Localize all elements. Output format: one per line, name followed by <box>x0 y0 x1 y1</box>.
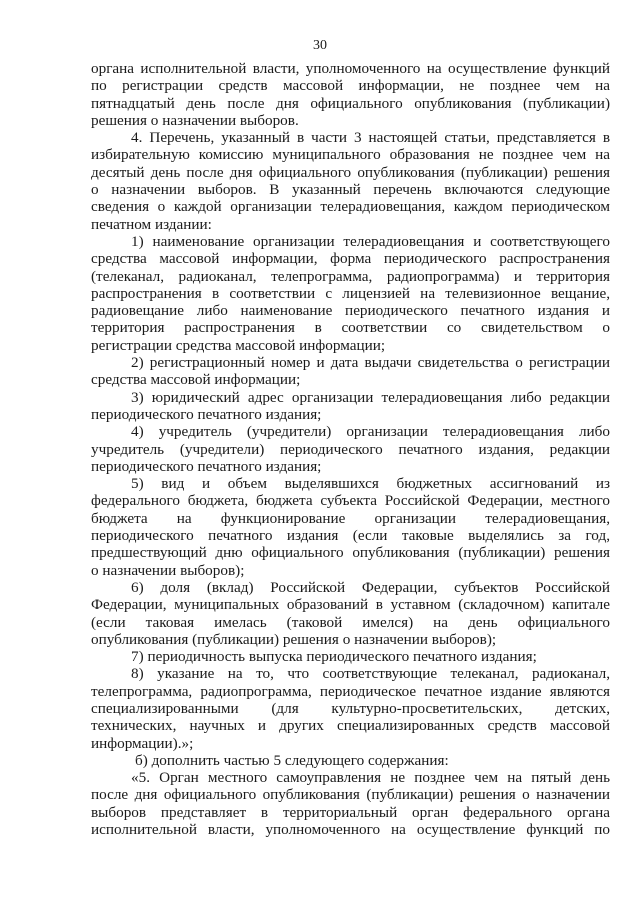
text-line: пятнадцатый день после дня официального опубликования (публикации) <box>91 94 610 112</box>
text-line: бюджета на функционирование организации телерадиовещания, <box>91 509 610 527</box>
text-line: предшествующий дню официального опубликования (публикации) решения <box>91 544 610 562</box>
text-line: после дня официального опубликования (публикации) решения о назначении <box>91 786 610 804</box>
text-line: 1) наименование организации телерадиовещания и соответствующего <box>131 232 610 250</box>
text-line: 6) доля (вклад) Российской Федерации, субъектов Российской <box>131 578 610 596</box>
text-line: 2) регистрационный номер и дата выдачи свидетельства о регистрации <box>131 354 610 372</box>
text-line: 4) учредитель (учредители) организации телерадиовещания либо <box>131 423 610 441</box>
text-line: исполнительной власти, уполномоченного на осуществление функций по <box>91 821 610 839</box>
text-line: выборов представляет в территориальный орган федерального органа <box>91 803 610 821</box>
text-line: регистрации средства массовой информации; <box>91 336 386 354</box>
text-line: специализированными (для культурно-просветительских, детских, <box>91 699 610 717</box>
text-line: 8) указание на то, что соответствующие телеканал, радиоканал, <box>131 665 610 683</box>
text-line: территория распространения в соответствии со свидетельством о <box>91 319 610 337</box>
text-line: периодического печатного издания (если таковые выделялись за год, <box>91 527 610 545</box>
text-line: средства массовой информации, форма периодического распространения <box>91 250 610 268</box>
text-line: (телеканал, радиоканал, телепрограмма, радиопрограмма) и территория <box>91 267 610 285</box>
text-line: радиовещание либо наименование периодического печатного издания и <box>91 302 610 320</box>
text-line: средства массовой информации; <box>91 371 301 389</box>
text-line: учредитель (учредители) периодического печатного издания, редакции <box>91 440 610 458</box>
text-line: опубликования (публикации) решения о назначении выборов); <box>91 630 497 648</box>
text-line: 7) периодичность выпуска периодического печатного издания; <box>131 648 537 666</box>
text-line: по регистрации средств массовой информации, не позднее чем на <box>91 77 610 95</box>
text-line: «5. Орган местного самоуправления не позднее чем на пятый день <box>131 769 610 787</box>
text-line: распространения в соответствии с лицензией на телевизионное вещание, <box>91 284 610 302</box>
text-line: 3) юридический адрес организации телерадиовещания либо редакции <box>131 388 610 406</box>
text-line: Федерации, муниципальных образований в уставном (складочном) капитале <box>91 596 610 614</box>
text-line: периодического печатного издания; <box>91 405 322 423</box>
text-line: десятый день после дня официального опубликования (публикации) решения <box>91 163 610 181</box>
text-line: избирательную комиссию муниципального образования не позднее чем на <box>91 146 610 164</box>
page-number: 30 <box>313 38 327 53</box>
text-line: информации).»; <box>91 734 194 752</box>
text-line: (если таковая имелась (таковой имелся) на день официального <box>91 613 610 631</box>
text-line: решения о назначении выборов. <box>91 111 299 129</box>
text-line: органа исполнительной власти, уполномоченного на осуществление функций <box>91 60 610 77</box>
text-line: сведения о каждой организации телерадиовещания, каждом периодическом <box>91 198 610 216</box>
text-line: федерального бюджета, бюджета субъекта Российской Федерации, местного <box>91 492 610 510</box>
text-line: о назначении выборов); <box>91 561 245 579</box>
text-line: о назначении выборов. В указанный перечень включаются следующие <box>91 181 610 199</box>
document-body <box>91 60 610 838</box>
text-line: технических, научных и других специализированных средств массовой <box>91 717 610 735</box>
text-line: 5) вид и объем выделявшихся бюджетных ассигнований из <box>131 475 610 493</box>
text-line: б) дополнить частью 5 следующего содержания: <box>135 751 449 769</box>
text-line: печатном издании: <box>91 215 212 233</box>
text-line: периодического печатного издания; <box>91 457 322 475</box>
text-line: телепрограмма, радиопрограмма, периодическое печатное издание являются <box>91 682 610 700</box>
text-line: 4. Перечень, указанный в части 3 настоящей статьи, представляется в <box>131 129 610 147</box>
